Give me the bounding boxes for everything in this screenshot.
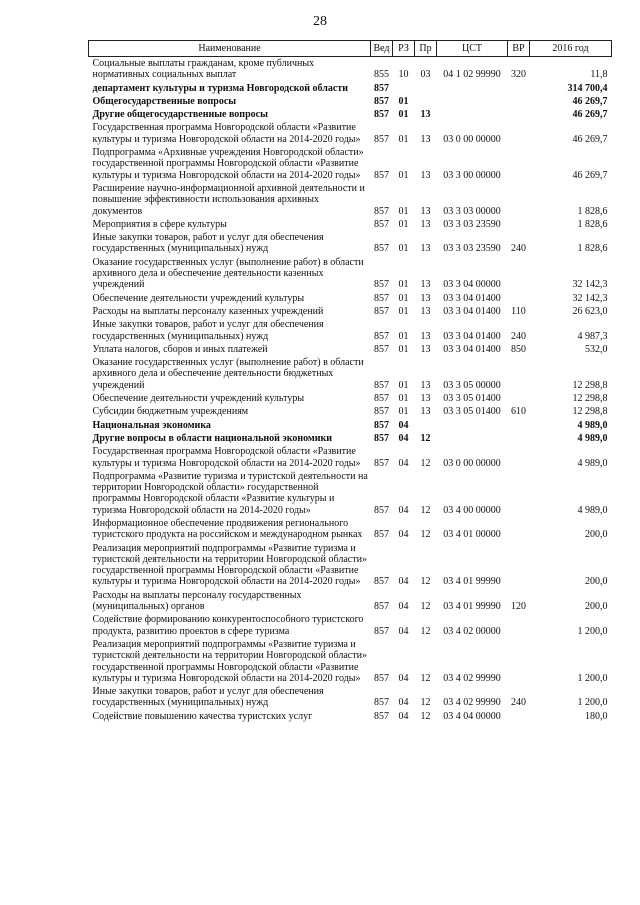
row-amount: 32 142,3 — [572, 279, 608, 291]
row-pr: 12 — [420, 601, 431, 613]
row-pr: 12 — [420, 697, 431, 709]
row-ved: 857 — [374, 393, 389, 405]
row-pr: 13 — [420, 393, 431, 405]
row-cst: 03 3 00 00000 — [443, 169, 501, 181]
row-ved: 857 — [374, 406, 389, 418]
row-ved: 857 — [374, 419, 389, 431]
row-pr — [415, 82, 437, 95]
table-row — [89, 182, 612, 218]
row-cst: 03 3 05 01400 — [443, 406, 501, 418]
row-ved: 857 — [374, 504, 389, 516]
row-cst: 03 3 04 01400 — [443, 292, 501, 304]
table-row — [89, 638, 612, 685]
row-pr: 13 — [420, 243, 431, 255]
row-name: Национальная экономика — [92, 419, 211, 431]
row-cst: 03 4 04 00000 — [443, 710, 501, 722]
row-pr: 13 — [420, 109, 431, 121]
row-pr: 12 — [420, 432, 431, 444]
row-cst: 03 3 04 01400 — [443, 343, 501, 355]
row-name: Оказание государственных услуг (выполнение работ) в области архивного дела и обеспечение деятельности бюджетных учреждений — [92, 357, 364, 391]
row-cst: 03 3 04 01400 — [443, 330, 501, 342]
table-row — [89, 517, 612, 542]
row-pr: 12 — [420, 625, 431, 637]
row-pr: 13 — [420, 205, 431, 217]
row-amount: 4 989,0 — [577, 457, 608, 469]
row-ved: 857 — [374, 432, 389, 444]
row-ved: 857 — [374, 292, 389, 304]
row-vr — [508, 392, 530, 405]
row-name: Информационное обеспечение продвижения регионального туристского продукта на российском и международном рынках — [92, 517, 363, 541]
row-cst — [437, 419, 508, 432]
row-name: Иные закупки товаров, работ и услуг для обеспечения государственных (муниципальных) нужд — [92, 232, 324, 255]
table-row — [89, 108, 612, 121]
table-row — [89, 356, 612, 392]
page-number: 28 — [313, 14, 327, 29]
row-name: Общегосударственные вопросы — [92, 95, 237, 107]
row-amount: 12 298,8 — [572, 406, 608, 418]
row-pr: 03 — [420, 69, 431, 81]
row-vr — [508, 292, 530, 305]
row-name: Иные закупки товаров, работ и услуг для обеспечения государственных (муниципальных) нужд — [92, 686, 324, 709]
row-name: Обеспечение деятельности учреждений культуры — [92, 292, 305, 304]
row-ved: 857 — [374, 169, 389, 181]
row-rz: 04 — [398, 710, 409, 722]
row-name: Расходы на выплаты персоналу казенных учреждений — [92, 305, 324, 317]
row-name: Социальные выплаты гражданам, кроме публичных нормативных социальных выплат — [92, 58, 315, 81]
row-rz: 04 — [398, 457, 409, 469]
row-cst: 03 3 03 00000 — [443, 205, 501, 217]
header-cst: ЦСТ — [437, 41, 508, 57]
row-vr — [508, 95, 530, 108]
row-pr: 12 — [420, 529, 431, 541]
table-row — [89, 685, 612, 710]
table-header — [89, 41, 612, 57]
row-cst: 03 4 02 99990 — [443, 697, 501, 709]
table-row — [89, 710, 612, 723]
row-vr — [508, 121, 530, 146]
row-name: Оказание государственных услуг (выполнение работ) в области архивного дела и обеспечение деятельности казенных учреждений — [92, 256, 364, 291]
row-amount: 1 828,6 — [577, 243, 608, 255]
row-amount: 1 200,0 — [577, 697, 608, 709]
row-cst — [437, 82, 508, 95]
table-row — [89, 256, 612, 292]
row-vr — [508, 542, 530, 589]
row-pr: 13 — [420, 279, 431, 291]
row-amount: 4 989,0 — [577, 419, 608, 431]
row-vr — [508, 108, 530, 121]
row-rz: 04 — [398, 625, 409, 637]
row-name: Реализация мероприятий подпрограммы «Развитие туризма и туристской деятельности на территории Новгородской области» государственной программы Новгородской области «Развитие культуры и туризма Новгородской области на 2014-2020 годы» — [92, 542, 367, 588]
row-name: Подпрограмма «Архивные учреждения Новгородской области» государственной программы Новгородской области «Развитие культуры и туризма Новгородской области на 2014-2020 годы» — [92, 147, 364, 181]
row-ved: 857 — [374, 343, 389, 355]
row-amount: 26 623,0 — [572, 305, 608, 317]
row-amount: 32 142,3 — [572, 292, 608, 304]
table-row — [89, 542, 612, 589]
row-cst — [437, 432, 508, 445]
table-row — [89, 613, 612, 638]
row-vr: 850 — [511, 343, 526, 355]
row-ved: 857 — [374, 95, 389, 107]
row-vr — [508, 445, 530, 470]
row-ved: 857 — [374, 672, 389, 684]
row-ved: 857 — [374, 82, 389, 94]
row-ved: 857 — [374, 218, 389, 230]
row-rz: 04 — [398, 504, 409, 516]
row-name: Содействие повышению качества туристских услуг — [92, 710, 313, 722]
row-rz: 01 — [398, 393, 409, 405]
row-vr — [508, 218, 530, 231]
row-vr: 240 — [511, 243, 526, 255]
row-name: Содействие формированию конкурентоспособного туристского продукта, развитию проектов в сфере туризма — [92, 614, 364, 637]
row-vr: 240 — [511, 697, 526, 709]
table-row — [89, 121, 612, 146]
row-pr: 13 — [420, 305, 431, 317]
row-pr: 13 — [420, 169, 431, 181]
row-rz: 01 — [398, 95, 409, 107]
row-amount: 46 269,7 — [572, 109, 608, 121]
table-row — [89, 343, 612, 356]
row-vr: 610 — [511, 406, 526, 418]
row-vr — [508, 710, 530, 723]
row-rz: 01 — [398, 279, 409, 291]
row-vr — [508, 82, 530, 95]
row-pr: 13 — [420, 133, 431, 145]
row-amount: 1 200,0 — [577, 625, 608, 637]
row-ved: 857 — [374, 457, 389, 469]
table-row — [89, 419, 612, 432]
header-amount: 2016 год — [530, 41, 612, 57]
row-name: Государственная программа Новгородской области «Развитие культуры и туризма Новгородской области на 2014-2020 годы» — [92, 122, 361, 145]
row-amount: 4 987,3 — [577, 330, 608, 342]
row-pr: 13 — [420, 330, 431, 342]
row-cst — [437, 95, 508, 108]
row-rz: 01 — [398, 343, 409, 355]
row-cst: 03 3 05 00000 — [443, 379, 501, 391]
row-name: Реализация мероприятий подпрограммы «Развитие туризма и туристской деятельности на территории Новгородской области» государственной программы Новгородской области «Развитие культуры и туризма Новгородской области на 2014-2020 годы» — [92, 638, 367, 684]
row-rz: 04 — [398, 601, 409, 613]
table-row — [89, 305, 612, 318]
row-rz: 04 — [398, 432, 409, 444]
row-name: Субсидии бюджетным учреждениям — [92, 406, 249, 418]
row-amount: 200,0 — [585, 529, 608, 541]
row-rz: 01 — [398, 205, 409, 217]
row-ved: 857 — [374, 576, 389, 588]
header-vr: ВР — [508, 41, 530, 57]
row-vr — [508, 470, 530, 517]
row-rz: 04 — [398, 529, 409, 541]
row-cst: 03 3 03 23590 — [443, 243, 501, 255]
row-cst: 03 4 00 00000 — [443, 504, 501, 516]
table-body — [89, 57, 612, 724]
row-vr: 110 — [511, 305, 526, 317]
row-rz: 01 — [398, 169, 409, 181]
row-rz: 04 — [398, 419, 409, 431]
row-name: Мероприятия в сфере культуры — [92, 218, 227, 230]
table-row — [89, 470, 612, 517]
row-cst: 03 4 02 00000 — [443, 625, 501, 637]
row-rz: 01 — [398, 243, 409, 255]
row-ved: 857 — [374, 330, 389, 342]
row-rz: 04 — [398, 697, 409, 709]
table-row — [89, 218, 612, 231]
row-vr — [508, 432, 530, 445]
row-cst: 03 3 03 23590 — [443, 218, 501, 230]
row-cst: 03 0 00 00000 — [443, 457, 501, 469]
row-ved: 857 — [374, 243, 389, 255]
row-rz: 04 — [398, 576, 409, 588]
row-ved: 857 — [374, 529, 389, 541]
table-row — [89, 589, 612, 614]
table-row — [89, 318, 612, 343]
row-pr: 13 — [420, 343, 431, 355]
row-name: Государственная программа Новгородской области «Развитие культуры и туризма Новгородской области на 2014-2020 годы» — [92, 446, 361, 469]
row-ved: 857 — [374, 710, 389, 722]
row-amount: 4 989,0 — [577, 432, 608, 444]
row-rz: 01 — [398, 406, 409, 418]
row-pr: 12 — [420, 457, 431, 469]
row-pr — [415, 95, 437, 108]
row-rz: 01 — [398, 292, 409, 304]
table-row — [89, 432, 612, 445]
budget-table — [88, 40, 612, 723]
row-cst: 04 1 02 99990 — [443, 69, 501, 81]
row-cst: 03 4 01 99990 — [443, 601, 501, 613]
row-vr — [508, 356, 530, 392]
row-pr: 13 — [420, 292, 431, 304]
row-vr — [508, 419, 530, 432]
row-pr: 12 — [420, 672, 431, 684]
row-vr — [508, 256, 530, 292]
row-amount: 1 828,6 — [577, 218, 608, 230]
row-rz: 10 — [398, 69, 409, 81]
row-pr: 13 — [420, 379, 431, 391]
row-rz: 01 — [398, 330, 409, 342]
row-amount: 46 269,7 — [572, 169, 608, 181]
table-row — [89, 95, 612, 108]
row-ved: 857 — [374, 133, 389, 145]
row-name: департамент культуры и туризма Новгородской области — [92, 82, 349, 94]
row-amount: 532,0 — [585, 343, 608, 355]
table-row — [89, 445, 612, 470]
row-rz: 04 — [398, 672, 409, 684]
table-row — [89, 57, 612, 82]
row-ved: 857 — [374, 109, 389, 121]
row-cst — [437, 108, 508, 121]
row-name: Подпрограмма «Развитие туризма и туристской деятельности на территории Новгородской области» государственной программы Новгородской области «Развитие культуры и туризма Новгородской области на 2014-2020 годы» — [92, 470, 368, 516]
row-amount: 46 269,7 — [572, 95, 608, 107]
row-name: Обеспечение деятельности учреждений культуры — [92, 393, 305, 405]
row-amount: 4 989,0 — [577, 504, 608, 516]
table-row — [89, 146, 612, 182]
row-amount: 314 700,4 — [567, 82, 608, 94]
row-rz: 01 — [398, 379, 409, 391]
row-ved: 857 — [374, 379, 389, 391]
row-vr — [508, 182, 530, 218]
row-rz: 01 — [398, 218, 409, 230]
row-ved: 857 — [374, 279, 389, 291]
row-vr — [508, 517, 530, 542]
row-pr: 12 — [420, 710, 431, 722]
table-row — [89, 231, 612, 256]
row-ved: 857 — [374, 205, 389, 217]
row-name: Расширение научно-информационной архивной деятельности и повышение эффективности использования архивных документов — [92, 182, 365, 217]
row-name: Другие общегосударственные вопросы — [92, 109, 268, 121]
row-vr — [508, 146, 530, 182]
row-ved: 857 — [374, 697, 389, 709]
header-pr: Пр — [415, 41, 437, 57]
row-amount: 1 828,6 — [577, 205, 608, 217]
table-row — [89, 405, 612, 418]
row-amount: 46 269,7 — [572, 133, 608, 145]
row-vr: 240 — [511, 330, 526, 342]
row-cst: 03 4 01 00000 — [443, 529, 501, 541]
row-cst: 03 4 01 99990 — [443, 576, 501, 588]
row-amount: 200,0 — [585, 601, 608, 613]
row-rz: 01 — [398, 133, 409, 145]
table-row — [89, 82, 612, 95]
row-cst: 03 0 00 00000 — [443, 133, 501, 145]
header-name: Наименование — [89, 41, 371, 57]
row-amount: 1 200,0 — [577, 672, 608, 684]
row-cst: 03 3 04 00000 — [443, 279, 501, 291]
row-pr: 13 — [420, 218, 431, 230]
row-name: Уплата налогов, сборов и иных платежей — [92, 343, 268, 355]
row-name: Расходы на выплаты персоналу государственных (муниципальных) органов — [92, 589, 302, 613]
header-ved: Вед — [371, 41, 393, 57]
row-name: Другие вопросы в области национальной экономики — [92, 432, 333, 444]
row-rz: 01 — [398, 305, 409, 317]
row-pr — [415, 419, 437, 432]
table-row — [89, 392, 612, 405]
row-pr: 13 — [420, 406, 431, 418]
row-vr: 120 — [511, 601, 526, 613]
header-rz: РЗ — [393, 41, 415, 57]
row-rz — [393, 82, 415, 95]
row-rz: 01 — [398, 109, 409, 121]
row-cst: 03 3 05 01400 — [443, 393, 501, 405]
row-amount: 200,0 — [585, 576, 608, 588]
row-amount: 12 298,8 — [572, 393, 608, 405]
row-vr — [508, 638, 530, 685]
row-amount: 180,0 — [585, 710, 608, 722]
row-amount: 12 298,8 — [572, 379, 608, 391]
row-ved: 857 — [374, 305, 389, 317]
row-cst: 03 4 02 99990 — [443, 672, 501, 684]
row-ved: 857 — [374, 601, 389, 613]
row-ved: 855 — [374, 69, 389, 81]
row-vr — [508, 613, 530, 638]
table-row — [89, 292, 612, 305]
row-pr: 12 — [420, 504, 431, 516]
row-ved: 857 — [374, 625, 389, 637]
row-amount: 11,8 — [590, 69, 608, 81]
row-pr: 12 — [420, 576, 431, 588]
row-name: Иные закупки товаров, работ и услуг для обеспечения государственных (муниципальных) нужд — [92, 319, 324, 342]
row-cst: 03 3 04 01400 — [443, 305, 501, 317]
row-vr: 320 — [511, 69, 526, 81]
